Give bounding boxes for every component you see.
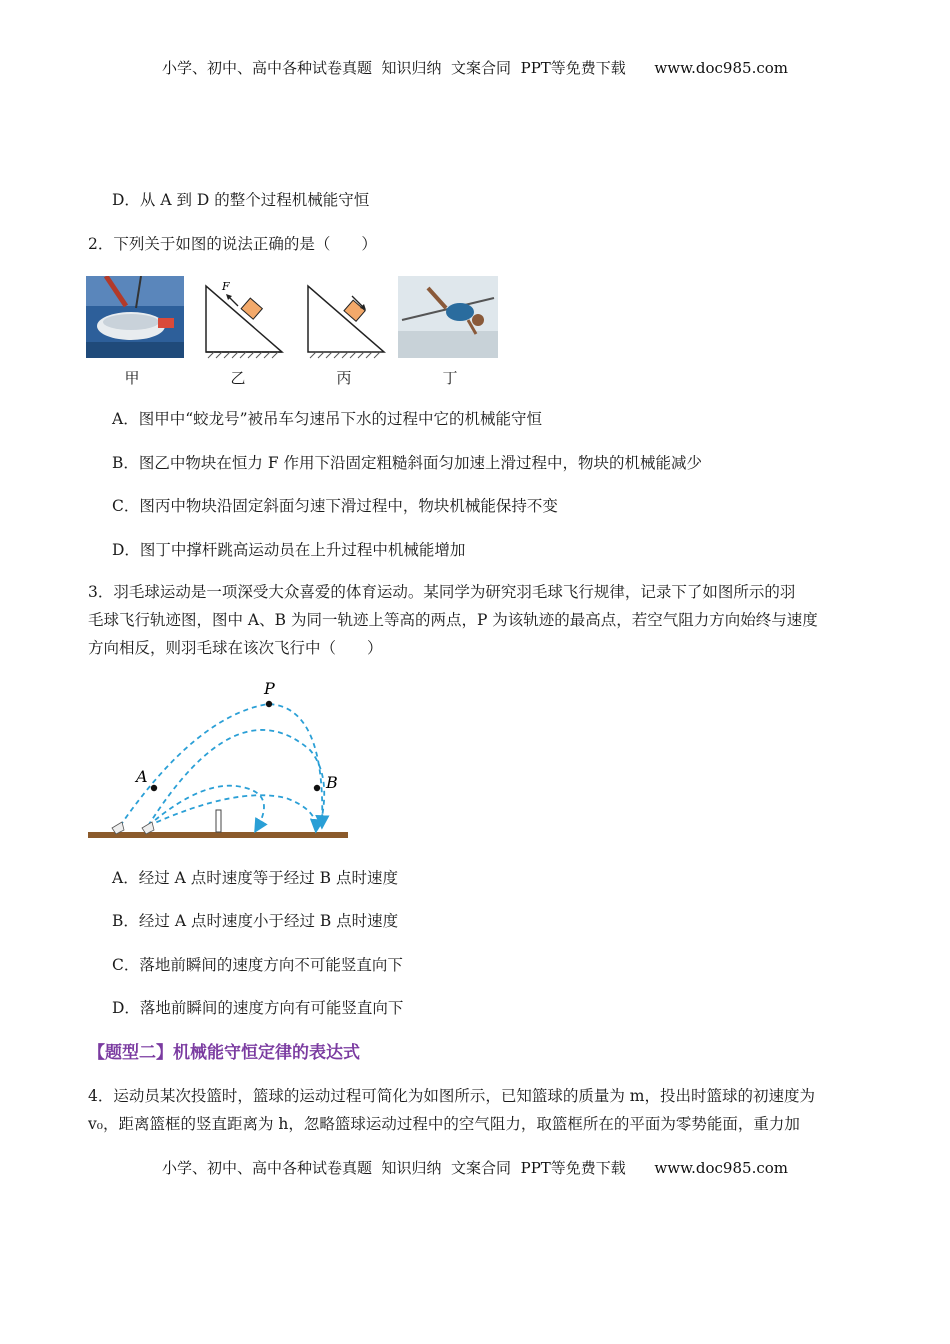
q4-stem	[88, 1082, 868, 1138]
q3-stem-line-1: 3．羽毛球运动是一项深受大众喜爱的体育运动。某同学为研究羽毛球飞行规律，记录下了如图所示的羽	[88, 583, 796, 601]
section-title: 【题型二】机械能守恒定律的表达式	[88, 1043, 360, 1063]
q1-option-d: D．从 A 到 D 的整个过程机械能守恒	[112, 191, 370, 209]
q2-option-d: D．图丁中撑杆跳高运动员在上升过程中机械能增加	[112, 541, 466, 559]
figure-yi-f-label: F	[222, 280, 230, 293]
q2-option-b: B．图乙中物块在恒力 F 作用下沿固定粗糙斜面匀加速上滑过程中，物块的机械能减少	[112, 454, 703, 472]
q3-stem	[88, 578, 868, 662]
trajectory-low-1	[148, 786, 264, 830]
net-post	[216, 810, 221, 832]
figure-yi-incline	[206, 280, 282, 358]
q4-stem-line-1: 4．运动员某次投篮时，篮球的运动过程可简化为如图所示，已知篮球的质量为 m，投出时篮球的初速度为	[88, 1087, 815, 1105]
q3-option-c: C．落地前瞬间的速度方向不可能竖直向下	[112, 956, 403, 974]
q3-option-a: A．经过 A 点时速度等于经过 B 点时速度	[112, 869, 398, 887]
point-p	[266, 701, 272, 707]
label-a: A	[136, 767, 148, 786]
page-header: 小学、初中、高中各种试卷真题 知识归纳 文案合同 PPT等免费下载 www.doc985.com	[161, 59, 788, 77]
trajectory-high	[120, 704, 322, 826]
caption-jia: 甲	[124, 369, 140, 387]
figure-bing-incline	[308, 286, 384, 358]
q3-option-d: D．落地前瞬间的速度方向有可能竖直向下	[112, 999, 404, 1017]
q2-option-a: A．图甲中“蛟龙号”被吊车匀速吊下水的过程中它的机械能守恒	[112, 410, 543, 428]
figure-jia-photo	[86, 276, 184, 358]
trajectory-mid	[148, 730, 324, 826]
label-p: P	[264, 679, 275, 698]
q2-option-c: C．图丙中物块沿固定斜面匀速下滑过程中，物块机械能保持不变	[112, 497, 558, 515]
q2-stem: 2．下列关于如图的说法正确的是（ ）	[88, 235, 377, 253]
ground	[88, 832, 348, 838]
caption-yi: 乙	[230, 369, 246, 387]
caption-bing: 丙	[336, 369, 352, 387]
q3-stem-line-2: 毛球飞行轨迹图，图中 A、B 为同一轨迹上等高的两点，P 为该轨迹的最高点，若空气阻力方向始终与速度	[88, 611, 818, 629]
q2-figures	[86, 276, 506, 366]
q3-trajectory-figure	[86, 676, 352, 846]
trajectory-low-2	[148, 795, 316, 830]
q4-stem-line-2: v₀，距离篮框的竖直距离为 h，忽略篮球运动过程中的空气阻力，取篮框所在的平面为零势能面，重力加	[88, 1115, 800, 1133]
point-a	[151, 785, 157, 791]
caption-ding: 丁	[442, 369, 458, 387]
q3-option-b: B．经过 A 点时速度小于经过 B 点时速度	[112, 912, 399, 930]
point-b	[314, 785, 320, 791]
page-footer: 小学、初中、高中各种试卷真题 知识归纳 文案合同 PPT等免费下载 www.doc985.com	[161, 1159, 788, 1177]
label-b: B	[326, 773, 338, 792]
figure-ding-photo	[398, 276, 498, 358]
q3-stem-line-3: 方向相反，则羽毛球在该次飞行中（ ）	[88, 639, 383, 657]
